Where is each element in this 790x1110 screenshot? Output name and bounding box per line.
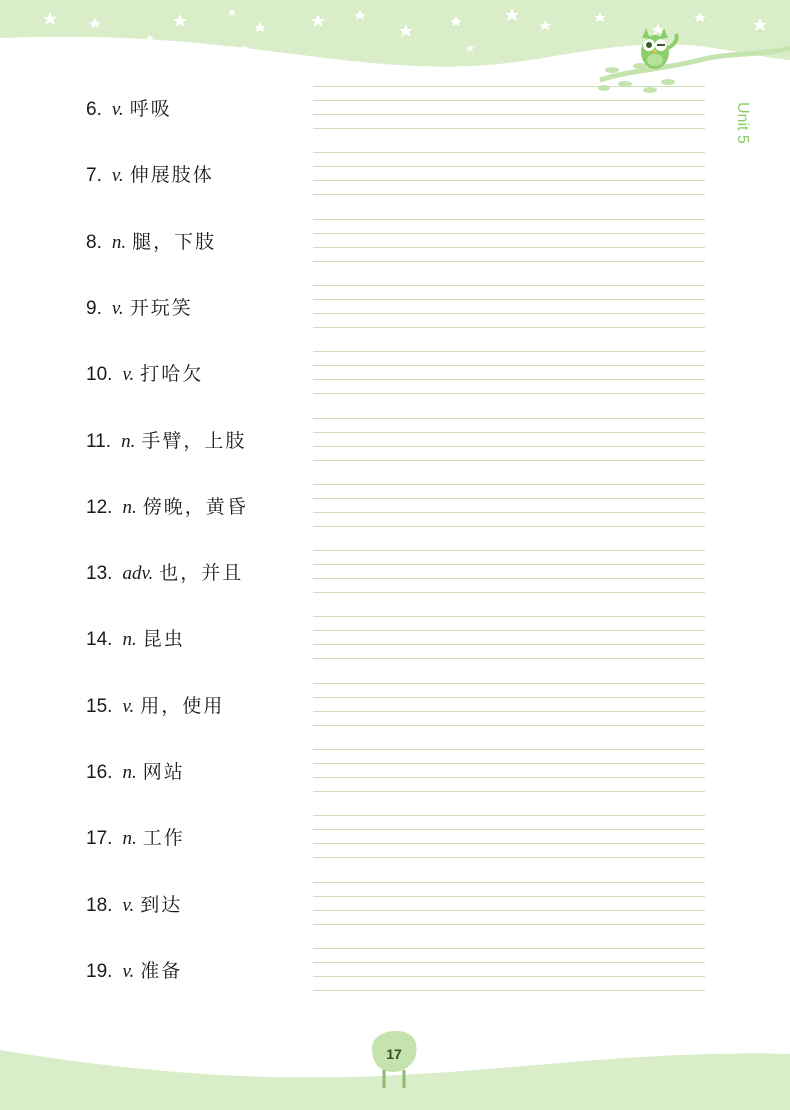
ruled-line bbox=[313, 791, 705, 792]
ruled-line bbox=[313, 194, 705, 195]
ruled-line bbox=[313, 327, 705, 328]
vocabulary-prompt bbox=[86, 558, 243, 585]
vocabulary-row bbox=[0, 410, 790, 476]
ruled-line bbox=[313, 777, 705, 778]
vocabulary-prompt bbox=[86, 227, 216, 254]
ruled-line bbox=[313, 100, 705, 101]
vocabulary-prompt bbox=[86, 492, 248, 519]
ruled-line bbox=[313, 815, 705, 816]
ruled-line bbox=[313, 432, 705, 433]
ruled-line bbox=[313, 990, 705, 991]
chinese-meaning: 开玩笑 bbox=[129, 296, 193, 319]
item-number: 11. bbox=[86, 430, 112, 452]
ruled-line bbox=[313, 592, 705, 593]
ruled-line bbox=[313, 578, 705, 579]
chinese-meaning: 用，使用 bbox=[140, 694, 225, 717]
ruled-line bbox=[313, 616, 705, 617]
ruled-line bbox=[313, 658, 705, 659]
part-of-speech: v. bbox=[122, 894, 135, 916]
vocabulary-row bbox=[0, 940, 790, 1006]
vocabulary-prompt bbox=[86, 359, 203, 386]
chinese-meaning: 到达 bbox=[140, 893, 183, 916]
ruled-line bbox=[313, 261, 705, 262]
vocabulary-row bbox=[0, 741, 790, 807]
part-of-speech: n. bbox=[121, 430, 136, 452]
vocabulary-row bbox=[0, 476, 790, 542]
page-number: 17 bbox=[386, 1046, 402, 1062]
ruled-line bbox=[313, 393, 705, 394]
part-of-speech: v. bbox=[111, 165, 124, 187]
ruled-line bbox=[313, 829, 705, 830]
chinese-meaning: 准备 bbox=[140, 959, 183, 982]
item-number: 7. bbox=[86, 165, 102, 187]
vocabulary-prompt bbox=[86, 293, 193, 320]
ruled-line bbox=[313, 857, 705, 858]
chinese-meaning: 打哈欠 bbox=[140, 363, 204, 386]
ruled-line bbox=[313, 962, 705, 963]
ruled-line bbox=[313, 351, 705, 352]
vocabulary-prompt bbox=[86, 160, 214, 187]
ruled-line bbox=[313, 446, 705, 447]
vocabulary-prompt bbox=[86, 890, 182, 917]
ruled-line bbox=[313, 233, 705, 234]
ruled-line bbox=[313, 843, 705, 844]
ruled-line bbox=[313, 166, 705, 167]
ruled-line bbox=[313, 512, 705, 513]
item-number: 16. bbox=[86, 762, 113, 783]
vocabulary-row bbox=[0, 277, 790, 343]
vocabulary-row bbox=[0, 874, 790, 940]
chinese-meaning: 伸展肢体 bbox=[129, 164, 214, 187]
vocabulary-row bbox=[0, 78, 790, 144]
vocabulary-row bbox=[0, 675, 790, 741]
ruled-line bbox=[313, 460, 705, 461]
ruled-line bbox=[313, 152, 705, 153]
ruled-line bbox=[313, 285, 705, 286]
ruled-line bbox=[313, 498, 705, 499]
ruled-line bbox=[313, 725, 705, 726]
ruled-line bbox=[313, 749, 705, 750]
chinese-meaning: 昆虫 bbox=[142, 628, 185, 651]
part-of-speech: adv. bbox=[122, 563, 154, 585]
item-number: 19. bbox=[86, 960, 113, 982]
ruled-line bbox=[313, 697, 705, 698]
part-of-speech: n. bbox=[122, 762, 137, 783]
part-of-speech: v. bbox=[122, 960, 135, 982]
ruled-line bbox=[313, 379, 705, 380]
chinese-meaning: 也，并且 bbox=[159, 562, 244, 585]
part-of-speech: n. bbox=[122, 828, 137, 850]
ruled-line bbox=[313, 644, 705, 645]
ruled-line bbox=[313, 564, 705, 565]
vocabulary-prompt bbox=[86, 956, 182, 983]
ruled-line bbox=[313, 418, 705, 419]
unit-label: Unit 5 bbox=[734, 102, 751, 144]
chinese-meaning: 呼吸 bbox=[129, 98, 172, 120]
chinese-meaning: 手臂，上肢 bbox=[141, 429, 247, 452]
part-of-speech: v. bbox=[122, 695, 135, 717]
part-of-speech: n. bbox=[122, 629, 137, 651]
ruled-line bbox=[313, 550, 705, 551]
ruled-line bbox=[313, 896, 705, 897]
ruled-line bbox=[313, 763, 705, 764]
ruled-line bbox=[313, 180, 705, 181]
item-number: 17. bbox=[86, 828, 113, 850]
vocabulary-row bbox=[0, 608, 790, 674]
ruled-line bbox=[313, 313, 705, 314]
part-of-speech: n. bbox=[122, 496, 137, 518]
ruled-line bbox=[313, 86, 705, 87]
vocabulary-row bbox=[0, 343, 790, 409]
item-number: 13. bbox=[86, 563, 113, 585]
item-number: 15. bbox=[86, 695, 113, 717]
ruled-line bbox=[313, 114, 705, 115]
ruled-line bbox=[313, 882, 705, 883]
item-number: 14. bbox=[86, 629, 113, 651]
chinese-meaning: 腿，下肢 bbox=[132, 230, 217, 253]
vocabulary-prompt bbox=[86, 823, 185, 850]
ruled-line bbox=[313, 683, 705, 684]
item-number: 8. bbox=[86, 231, 102, 253]
ruled-line bbox=[313, 299, 705, 300]
vocabulary-row bbox=[0, 144, 790, 210]
ruled-line bbox=[313, 247, 705, 248]
vocabulary-prompt bbox=[86, 757, 185, 784]
item-number: 10. bbox=[86, 364, 113, 386]
part-of-speech: v. bbox=[111, 297, 124, 319]
ruled-line bbox=[313, 711, 705, 712]
vocabulary-row bbox=[0, 542, 790, 608]
part-of-speech: v. bbox=[122, 364, 135, 386]
chinese-meaning: 网站 bbox=[142, 761, 185, 783]
item-number: 9. bbox=[86, 297, 102, 319]
vocabulary-prompt bbox=[86, 624, 185, 651]
vocabulary-prompt bbox=[86, 691, 224, 718]
ruled-line bbox=[313, 910, 705, 911]
item-number: 12. bbox=[86, 496, 113, 518]
ruled-line bbox=[313, 365, 705, 366]
ruled-line bbox=[313, 526, 705, 527]
item-number: 18. bbox=[86, 894, 113, 916]
vocabulary-row bbox=[0, 211, 790, 277]
vocabulary-prompt bbox=[86, 94, 172, 121]
ruled-line bbox=[313, 924, 705, 925]
item-number: 6. bbox=[86, 99, 102, 120]
ruled-line bbox=[313, 630, 705, 631]
ruled-line bbox=[313, 976, 705, 977]
vocabulary-row bbox=[0, 807, 790, 873]
ruled-line bbox=[313, 219, 705, 220]
vocabulary-prompt bbox=[86, 426, 246, 453]
part-of-speech: v. bbox=[111, 99, 124, 120]
ruled-line bbox=[313, 484, 705, 485]
ruled-line bbox=[313, 128, 705, 129]
part-of-speech: n. bbox=[111, 231, 127, 253]
chinese-meaning: 工作 bbox=[142, 827, 185, 850]
ruled-line bbox=[313, 948, 705, 949]
chinese-meaning: 傍晚，黄昏 bbox=[142, 495, 248, 518]
